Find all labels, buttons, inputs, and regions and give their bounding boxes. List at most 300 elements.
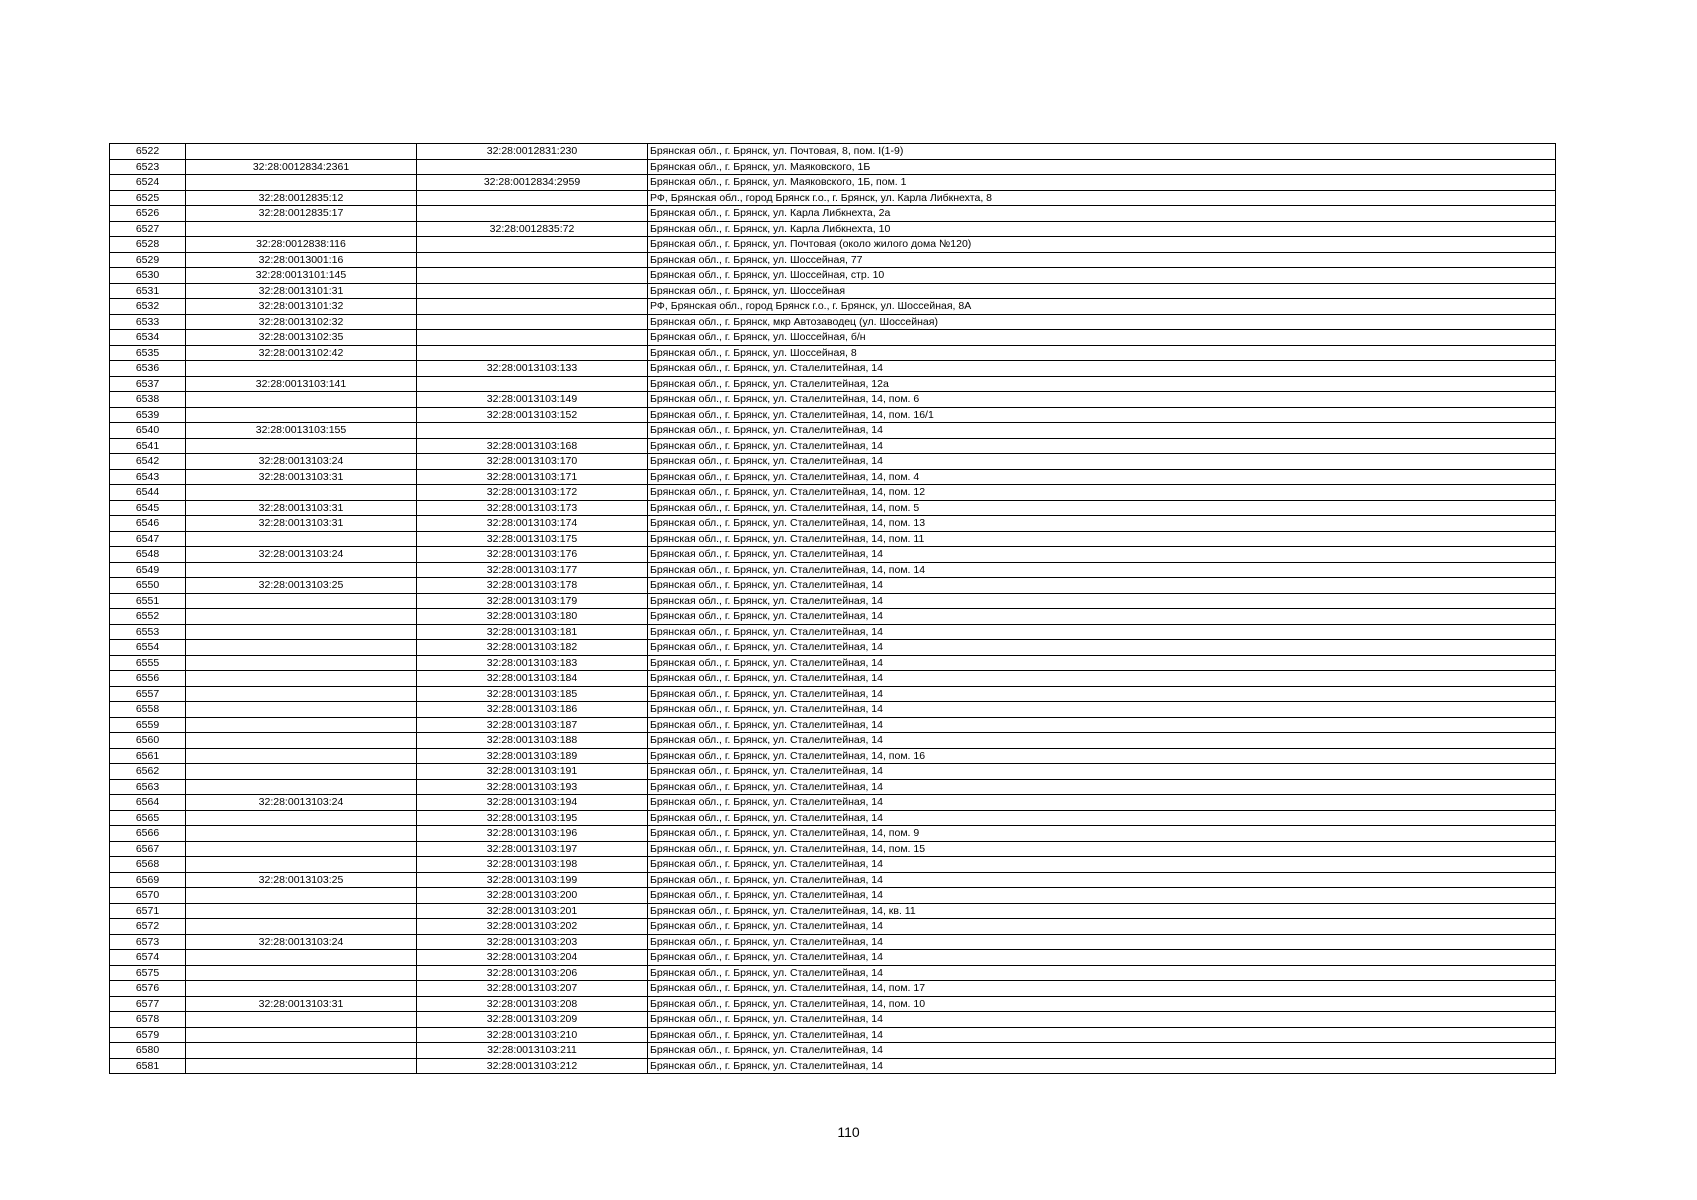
land-cadastral-number-cell xyxy=(186,981,417,997)
object-cadastral-number-cell xyxy=(417,237,648,253)
row-number-cell: 6558 xyxy=(110,702,186,718)
table-row xyxy=(110,624,1556,640)
table-row xyxy=(110,485,1556,501)
row-number-cell: 6538 xyxy=(110,392,186,408)
property-registry-table xyxy=(109,143,1556,1074)
land-cadastral-number-cell: 32:28:0013103:31 xyxy=(186,996,417,1012)
table-row xyxy=(110,237,1556,253)
table-row xyxy=(110,733,1556,749)
row-number-cell: 6554 xyxy=(110,640,186,656)
row-number-cell: 6525 xyxy=(110,190,186,206)
land-cadastral-number-cell xyxy=(186,733,417,749)
object-cadastral-number-cell xyxy=(417,252,648,268)
table-row xyxy=(110,392,1556,408)
address-cell: Брянская обл., г. Брянск, ул. Сталелитейная, 14, пом. 16 xyxy=(648,748,1556,764)
address-cell: Брянская обл., г. Брянск, ул. Сталелитейная, 14 xyxy=(648,965,1556,981)
table-row xyxy=(110,1012,1556,1028)
address-cell: Брянская обл., г. Брянск, ул. Шоссейная, 8 xyxy=(648,345,1556,361)
row-number-cell: 6561 xyxy=(110,748,186,764)
object-cadastral-number-cell: 32:28:0013103:184 xyxy=(417,671,648,687)
row-number-cell: 6542 xyxy=(110,454,186,470)
address-cell: Брянская обл., г. Брянск, ул. Шоссейная, стр. 10 xyxy=(648,268,1556,284)
address-cell: Брянская обл., г. Брянск, ул. Карла Либкнехта, 10 xyxy=(648,221,1556,237)
row-number-cell: 6556 xyxy=(110,671,186,687)
land-cadastral-number-cell xyxy=(186,609,417,625)
land-cadastral-number-cell: 32:28:0013001:16 xyxy=(186,252,417,268)
address-cell: Брянская обл., г. Брянск, ул. Сталелитейная, 14, пом. 17 xyxy=(648,981,1556,997)
row-number-cell: 6526 xyxy=(110,206,186,222)
land-cadastral-number-cell xyxy=(186,748,417,764)
land-cadastral-number-cell xyxy=(186,1027,417,1043)
land-cadastral-number-cell xyxy=(186,655,417,671)
object-cadastral-number-cell: 32:28:0013103:180 xyxy=(417,609,648,625)
table-row xyxy=(110,857,1556,873)
table-row xyxy=(110,655,1556,671)
table-row xyxy=(110,562,1556,578)
land-cadastral-number-cell xyxy=(186,1012,417,1028)
table-row xyxy=(110,872,1556,888)
address-cell: Брянская обл., г. Брянск, ул. Сталелитейная, 14 xyxy=(648,686,1556,702)
object-cadastral-number-cell: 32:28:0013103:170 xyxy=(417,454,648,470)
row-number-cell: 6543 xyxy=(110,469,186,485)
address-cell: Брянская обл., г. Брянск, ул. Маяковского, 1Б xyxy=(648,159,1556,175)
table-row xyxy=(110,764,1556,780)
object-cadastral-number-cell: 32:28:0013103:178 xyxy=(417,578,648,594)
table-row xyxy=(110,438,1556,454)
row-number-cell: 6549 xyxy=(110,562,186,578)
table-row xyxy=(110,268,1556,284)
table-row xyxy=(110,578,1556,594)
object-cadastral-number-cell xyxy=(417,268,648,284)
table-row xyxy=(110,516,1556,532)
object-cadastral-number-cell xyxy=(417,345,648,361)
row-number-cell: 6540 xyxy=(110,423,186,439)
table-row xyxy=(110,888,1556,904)
row-number-cell: 6559 xyxy=(110,717,186,733)
row-number-cell: 6547 xyxy=(110,531,186,547)
object-cadastral-number-cell xyxy=(417,206,648,222)
object-cadastral-number-cell: 32:28:0013103:201 xyxy=(417,903,648,919)
row-number-cell: 6571 xyxy=(110,903,186,919)
object-cadastral-number-cell: 32:28:0013103:193 xyxy=(417,779,648,795)
object-cadastral-number-cell xyxy=(417,190,648,206)
land-cadastral-number-cell: 32:28:0013103:24 xyxy=(186,547,417,563)
row-number-cell: 6522 xyxy=(110,144,186,160)
row-number-cell: 6536 xyxy=(110,361,186,377)
table-row xyxy=(110,531,1556,547)
address-cell: Брянская обл., г. Брянск, ул. Шоссейная xyxy=(648,283,1556,299)
land-cadastral-number-cell: 32:28:0012838:116 xyxy=(186,237,417,253)
address-cell: Брянская обл., г. Брянск, ул. Сталелитейная, 14 xyxy=(648,1043,1556,1059)
land-cadastral-number-cell: 32:28:0013102:35 xyxy=(186,330,417,346)
address-cell: Брянская обл., г. Брянск, ул. Сталелитейная, 14 xyxy=(648,640,1556,656)
address-cell: Брянская обл., г. Брянск, ул. Сталелитейная, 14 xyxy=(648,1012,1556,1028)
row-number-cell: 6544 xyxy=(110,485,186,501)
row-number-cell: 6566 xyxy=(110,826,186,842)
land-cadastral-number-cell xyxy=(186,624,417,640)
table-row xyxy=(110,1027,1556,1043)
land-cadastral-number-cell xyxy=(186,888,417,904)
address-cell: Брянская обл., г. Брянск, ул. Сталелитейная, 14 xyxy=(648,609,1556,625)
object-cadastral-number-cell: 32:28:0013103:202 xyxy=(417,919,648,935)
object-cadastral-number-cell: 32:28:0013103:188 xyxy=(417,733,648,749)
row-number-cell: 6578 xyxy=(110,1012,186,1028)
table-row xyxy=(110,934,1556,950)
table-body xyxy=(110,144,1556,1074)
table-row xyxy=(110,996,1556,1012)
land-cadastral-number-cell xyxy=(186,1058,417,1074)
table-row xyxy=(110,283,1556,299)
address-cell: Брянская обл., г. Брянск, ул. Сталелитейная, 14 xyxy=(648,795,1556,811)
table-row xyxy=(110,717,1556,733)
address-cell: РФ, Брянская обл., город Брянск г.о., г. Брянск, ул. Карла Либкнехта, 8 xyxy=(648,190,1556,206)
address-cell: Брянская обл., г. Брянск, ул. Сталелитейная, 14 xyxy=(648,888,1556,904)
land-cadastral-number-cell: 32:28:0013103:141 xyxy=(186,376,417,392)
address-cell: Брянская обл., г. Брянск, ул. Сталелитейная, 14 xyxy=(648,423,1556,439)
land-cadastral-number-cell xyxy=(186,593,417,609)
object-cadastral-number-cell xyxy=(417,299,648,315)
object-cadastral-number-cell: 32:28:0013103:176 xyxy=(417,547,648,563)
land-cadastral-number-cell xyxy=(186,392,417,408)
table-row xyxy=(110,252,1556,268)
table-row xyxy=(110,206,1556,222)
land-cadastral-number-cell: 32:28:0013103:24 xyxy=(186,934,417,950)
land-cadastral-number-cell xyxy=(186,702,417,718)
address-cell: Брянская обл., г. Брянск, ул. Почтовая, 8, пом. I(1-9) xyxy=(648,144,1556,160)
table-row xyxy=(110,361,1556,377)
row-number-cell: 6557 xyxy=(110,686,186,702)
table-row xyxy=(110,981,1556,997)
row-number-cell: 6527 xyxy=(110,221,186,237)
object-cadastral-number-cell: 32:28:0013103:185 xyxy=(417,686,648,702)
address-cell: Брянская обл., г. Брянск, ул. Сталелитейная, 14 xyxy=(648,454,1556,470)
row-number-cell: 6572 xyxy=(110,919,186,935)
object-cadastral-number-cell: 32:28:0013103:152 xyxy=(417,407,648,423)
table-row xyxy=(110,1043,1556,1059)
address-cell: Брянская обл., г. Брянск, ул. Сталелитейная, 14 xyxy=(648,702,1556,718)
table-row xyxy=(110,640,1556,656)
land-cadastral-number-cell: 32:28:0013103:155 xyxy=(186,423,417,439)
row-number-cell: 6528 xyxy=(110,237,186,253)
land-cadastral-number-cell xyxy=(186,764,417,780)
object-cadastral-number-cell: 32:28:0013103:173 xyxy=(417,500,648,516)
land-cadastral-number-cell xyxy=(186,686,417,702)
object-cadastral-number-cell xyxy=(417,423,648,439)
table-row xyxy=(110,903,1556,919)
address-cell: Брянская обл., г. Брянск, ул. Маяковского, 1Б, пом. 1 xyxy=(648,175,1556,191)
land-cadastral-number-cell xyxy=(186,903,417,919)
land-cadastral-number-cell: 32:28:0012834:2361 xyxy=(186,159,417,175)
land-cadastral-number-cell: 32:28:0012835:12 xyxy=(186,190,417,206)
row-number-cell: 6563 xyxy=(110,779,186,795)
object-cadastral-number-cell: 32:28:0013103:174 xyxy=(417,516,648,532)
table-row xyxy=(110,190,1556,206)
land-cadastral-number-cell: 32:28:0013101:145 xyxy=(186,268,417,284)
table-row xyxy=(110,826,1556,842)
address-cell: Брянская обл., г. Брянск, ул. Почтовая (около жилого дома №120) xyxy=(648,237,1556,253)
table-row xyxy=(110,407,1556,423)
address-cell: Брянская обл., г. Брянск, ул. Шоссейная, б/н xyxy=(648,330,1556,346)
object-cadastral-number-cell: 32:28:0013103:207 xyxy=(417,981,648,997)
object-cadastral-number-cell: 32:28:0013103:149 xyxy=(417,392,648,408)
row-number-cell: 6531 xyxy=(110,283,186,299)
row-number-cell: 6576 xyxy=(110,981,186,997)
land-cadastral-number-cell: 32:28:0013101:31 xyxy=(186,283,417,299)
row-number-cell: 6570 xyxy=(110,888,186,904)
address-cell: Брянская обл., г. Брянск, ул. Карла Либкнехта, 2а xyxy=(648,206,1556,222)
object-cadastral-number-cell: 32:28:0013103:181 xyxy=(417,624,648,640)
land-cadastral-number-cell xyxy=(186,826,417,842)
object-cadastral-number-cell: 32:28:0013103:171 xyxy=(417,469,648,485)
row-number-cell: 6569 xyxy=(110,872,186,888)
land-cadastral-number-cell: 32:28:0013103:31 xyxy=(186,469,417,485)
row-number-cell: 6581 xyxy=(110,1058,186,1074)
object-cadastral-number-cell: 32:28:0012835:72 xyxy=(417,221,648,237)
row-number-cell: 6573 xyxy=(110,934,186,950)
table-row xyxy=(110,702,1556,718)
table-row xyxy=(110,314,1556,330)
table-row xyxy=(110,950,1556,966)
address-cell: Брянская обл., г. Брянск, ул. Сталелитейная, 14, пом. 12 xyxy=(648,485,1556,501)
land-cadastral-number-cell xyxy=(186,144,417,160)
row-number-cell: 6532 xyxy=(110,299,186,315)
land-cadastral-number-cell: 32:28:0013103:25 xyxy=(186,872,417,888)
land-cadastral-number-cell: 32:28:0013102:42 xyxy=(186,345,417,361)
land-cadastral-number-cell: 32:28:0013103:25 xyxy=(186,578,417,594)
land-cadastral-number-cell: 32:28:0012835:17 xyxy=(186,206,417,222)
row-number-cell: 6574 xyxy=(110,950,186,966)
address-cell: Брянская обл., г. Брянск, ул. Сталелитейная, 14 xyxy=(648,764,1556,780)
land-cadastral-number-cell xyxy=(186,810,417,826)
object-cadastral-number-cell xyxy=(417,314,648,330)
object-cadastral-number-cell: 32:28:0012834:2959 xyxy=(417,175,648,191)
land-cadastral-number-cell xyxy=(186,175,417,191)
address-cell: Брянская обл., г. Брянск, ул. Сталелитейная, 14 xyxy=(648,624,1556,640)
object-cadastral-number-cell: 32:28:0013103:197 xyxy=(417,841,648,857)
object-cadastral-number-cell: 32:28:0013103:195 xyxy=(417,810,648,826)
address-cell: Брянская обл., г. Брянск, ул. Сталелитейная, 14, пом. 11 xyxy=(648,531,1556,547)
object-cadastral-number-cell: 32:28:0013103:172 xyxy=(417,485,648,501)
address-cell: Брянская обл., г. Брянск, ул. Сталелитейная, 14, пом. 13 xyxy=(648,516,1556,532)
address-cell: Брянская обл., г. Брянск, ул. Сталелитейная, 14 xyxy=(648,1058,1556,1074)
address-cell: Брянская обл., г. Брянск, ул. Сталелитейная, 14 xyxy=(648,857,1556,873)
table-row xyxy=(110,779,1556,795)
object-cadastral-number-cell: 32:28:0013103:198 xyxy=(417,857,648,873)
land-cadastral-number-cell xyxy=(186,438,417,454)
row-number-cell: 6567 xyxy=(110,841,186,857)
land-cadastral-number-cell xyxy=(186,531,417,547)
row-number-cell: 6530 xyxy=(110,268,186,284)
object-cadastral-number-cell: 32:28:0013103:203 xyxy=(417,934,648,950)
row-number-cell: 6550 xyxy=(110,578,186,594)
row-number-cell: 6548 xyxy=(110,547,186,563)
land-cadastral-number-cell xyxy=(186,965,417,981)
address-cell: Брянская обл., г. Брянск, ул. Сталелитейная, 14 xyxy=(648,872,1556,888)
object-cadastral-number-cell: 32:28:0013103:204 xyxy=(417,950,648,966)
page-number: 110 xyxy=(837,1124,860,1140)
address-cell: Брянская обл., г. Брянск, ул. Сталелитейная, 14, пом. 5 xyxy=(648,500,1556,516)
table-row xyxy=(110,469,1556,485)
table-row xyxy=(110,500,1556,516)
object-cadastral-number-cell: 32:28:0013103:175 xyxy=(417,531,648,547)
object-cadastral-number-cell: 32:28:0013103:208 xyxy=(417,996,648,1012)
row-number-cell: 6553 xyxy=(110,624,186,640)
land-cadastral-number-cell xyxy=(186,950,417,966)
row-number-cell: 6555 xyxy=(110,655,186,671)
table-row xyxy=(110,345,1556,361)
land-cadastral-number-cell xyxy=(186,1043,417,1059)
row-number-cell: 6523 xyxy=(110,159,186,175)
table-row xyxy=(110,965,1556,981)
object-cadastral-number-cell: 32:28:0013103:194 xyxy=(417,795,648,811)
land-cadastral-number-cell: 32:28:0013103:31 xyxy=(186,500,417,516)
table-row xyxy=(110,454,1556,470)
table-row xyxy=(110,299,1556,315)
table-row xyxy=(110,423,1556,439)
land-cadastral-number-cell xyxy=(186,919,417,935)
row-number-cell: 6533 xyxy=(110,314,186,330)
object-cadastral-number-cell: 32:28:0013103:168 xyxy=(417,438,648,454)
row-number-cell: 6560 xyxy=(110,733,186,749)
address-cell: Брянская обл., г. Брянск, ул. Сталелитейная, 14 xyxy=(648,547,1556,563)
object-cadastral-number-cell xyxy=(417,376,648,392)
address-cell: Брянская обл., г. Брянск, ул. Шоссейная, 77 xyxy=(648,252,1556,268)
address-cell: Брянская обл., г. Брянск, ул. Сталелитейная, 14 xyxy=(648,779,1556,795)
object-cadastral-number-cell: 32:28:0013103:186 xyxy=(417,702,648,718)
row-number-cell: 6541 xyxy=(110,438,186,454)
object-cadastral-number-cell: 32:28:0013103:179 xyxy=(417,593,648,609)
address-cell: Брянская обл., г. Брянск, ул. Сталелитейная, 14 xyxy=(648,438,1556,454)
object-cadastral-number-cell: 32:28:0013103:212 xyxy=(417,1058,648,1074)
object-cadastral-number-cell: 32:28:0013103:200 xyxy=(417,888,648,904)
object-cadastral-number-cell: 32:28:0013103:209 xyxy=(417,1012,648,1028)
table-row xyxy=(110,795,1556,811)
table-row xyxy=(110,919,1556,935)
table-row xyxy=(110,748,1556,764)
row-number-cell: 6534 xyxy=(110,330,186,346)
address-cell: Брянская обл., г. Брянск, ул. Сталелитейная, 14, пом. 10 xyxy=(648,996,1556,1012)
row-number-cell: 6551 xyxy=(110,593,186,609)
table-row xyxy=(110,609,1556,625)
object-cadastral-number-cell: 32:28:0013103:133 xyxy=(417,361,648,377)
address-cell: Брянская обл., г. Брянск, ул. Сталелитейная, 14 xyxy=(648,578,1556,594)
row-number-cell: 6564 xyxy=(110,795,186,811)
address-cell: Брянская обл., г. Брянск, ул. Сталелитейная, 14, пом. 9 xyxy=(648,826,1556,842)
row-number-cell: 6565 xyxy=(110,810,186,826)
object-cadastral-number-cell: 32:28:0013103:196 xyxy=(417,826,648,842)
address-cell: РФ, Брянская обл., город Брянск г.о., г. Брянск, ул. Шоссейная, 8А xyxy=(648,299,1556,315)
land-cadastral-number-cell: 32:28:0013101:32 xyxy=(186,299,417,315)
address-cell: Брянская обл., г. Брянск, ул. Сталелитейная, 14, кв. 11 xyxy=(648,903,1556,919)
object-cadastral-number-cell: 32:28:0013103:177 xyxy=(417,562,648,578)
table-row xyxy=(110,547,1556,563)
object-cadastral-number-cell: 32:28:0013103:182 xyxy=(417,640,648,656)
address-cell: Брянская обл., г. Брянск, ул. Сталелитейная, 14, пом. 15 xyxy=(648,841,1556,857)
object-cadastral-number-cell: 32:28:0013103:187 xyxy=(417,717,648,733)
table-row xyxy=(110,841,1556,857)
object-cadastral-number-cell: 32:28:0013103:183 xyxy=(417,655,648,671)
address-cell: Брянская обл., г. Брянск, ул. Сталелитейная, 14, пом. 4 xyxy=(648,469,1556,485)
land-cadastral-number-cell: 32:28:0013102:32 xyxy=(186,314,417,330)
table-row xyxy=(110,159,1556,175)
row-number-cell: 6537 xyxy=(110,376,186,392)
address-cell: Брянская обл., г. Брянск, ул. Сталелитейная, 14, пом. 6 xyxy=(648,392,1556,408)
land-cadastral-number-cell: 32:28:0013103:24 xyxy=(186,795,417,811)
land-cadastral-number-cell: 32:28:0013103:24 xyxy=(186,454,417,470)
address-cell: Брянская обл., г. Брянск, ул. Сталелитейная, 14 xyxy=(648,717,1556,733)
object-cadastral-number-cell xyxy=(417,283,648,299)
land-cadastral-number-cell xyxy=(186,485,417,501)
land-cadastral-number-cell xyxy=(186,562,417,578)
row-number-cell: 6539 xyxy=(110,407,186,423)
row-number-cell: 6545 xyxy=(110,500,186,516)
object-cadastral-number-cell xyxy=(417,330,648,346)
land-cadastral-number-cell xyxy=(186,857,417,873)
address-cell: Брянская обл., г. Брянск, ул. Сталелитейная, 14 xyxy=(648,934,1556,950)
row-number-cell: 6568 xyxy=(110,857,186,873)
object-cadastral-number-cell: 32:28:0012831:230 xyxy=(417,144,648,160)
table-row xyxy=(110,175,1556,191)
row-number-cell: 6535 xyxy=(110,345,186,361)
row-number-cell: 6524 xyxy=(110,175,186,191)
address-cell: Брянская обл., г. Брянск, ул. Сталелитейная, 14 xyxy=(648,733,1556,749)
row-number-cell: 6529 xyxy=(110,252,186,268)
row-number-cell: 6579 xyxy=(110,1027,186,1043)
table-row xyxy=(110,671,1556,687)
address-cell: Брянская обл., г. Брянск, ул. Сталелитейная, 14 xyxy=(648,919,1556,935)
address-cell: Брянская обл., г. Брянск, ул. Сталелитейная, 14 xyxy=(648,810,1556,826)
land-cadastral-number-cell xyxy=(186,717,417,733)
row-number-cell: 6546 xyxy=(110,516,186,532)
table-row xyxy=(110,221,1556,237)
address-cell: Брянская обл., г. Брянск, ул. Сталелитейная, 14 xyxy=(648,1027,1556,1043)
address-cell: Брянская обл., г. Брянск, мкр Автозаводец (ул. Шоссейная) xyxy=(648,314,1556,330)
address-cell: Брянская обл., г. Брянск, ул. Сталелитейная, 14 xyxy=(648,593,1556,609)
table-row xyxy=(110,330,1556,346)
table-row xyxy=(110,376,1556,392)
address-cell: Брянская обл., г. Брянск, ул. Сталелитейная, 14, пом. 16/1 xyxy=(648,407,1556,423)
land-cadastral-number-cell xyxy=(186,221,417,237)
object-cadastral-number-cell: 32:28:0013103:206 xyxy=(417,965,648,981)
land-cadastral-number-cell xyxy=(186,407,417,423)
object-cadastral-number-cell: 32:28:0013103:199 xyxy=(417,872,648,888)
land-cadastral-number-cell xyxy=(186,640,417,656)
address-cell: Брянская обл., г. Брянск, ул. Сталелитейная, 14 xyxy=(648,655,1556,671)
object-cadastral-number-cell xyxy=(417,159,648,175)
row-number-cell: 6577 xyxy=(110,996,186,1012)
land-cadastral-number-cell xyxy=(186,671,417,687)
object-cadastral-number-cell: 32:28:0013103:210 xyxy=(417,1027,648,1043)
object-cadastral-number-cell: 32:28:0013103:189 xyxy=(417,748,648,764)
address-cell: Брянская обл., г. Брянск, ул. Сталелитейная, 14 xyxy=(648,361,1556,377)
row-number-cell: 6575 xyxy=(110,965,186,981)
table-row xyxy=(110,810,1556,826)
address-cell: Брянская обл., г. Брянск, ул. Сталелитейная, 12а xyxy=(648,376,1556,392)
row-number-cell: 6580 xyxy=(110,1043,186,1059)
land-cadastral-number-cell xyxy=(186,361,417,377)
object-cadastral-number-cell: 32:28:0013103:191 xyxy=(417,764,648,780)
table-row xyxy=(110,593,1556,609)
object-cadastral-number-cell: 32:28:0013103:211 xyxy=(417,1043,648,1059)
land-cadastral-number-cell xyxy=(186,779,417,795)
table-row xyxy=(110,144,1556,160)
row-number-cell: 6552 xyxy=(110,609,186,625)
row-number-cell: 6562 xyxy=(110,764,186,780)
address-cell: Брянская обл., г. Брянск, ул. Сталелитейная, 14 xyxy=(648,671,1556,687)
address-cell: Брянская обл., г. Брянск, ул. Сталелитейная, 14 xyxy=(648,950,1556,966)
table-row xyxy=(110,1058,1556,1074)
land-cadastral-number-cell xyxy=(186,841,417,857)
